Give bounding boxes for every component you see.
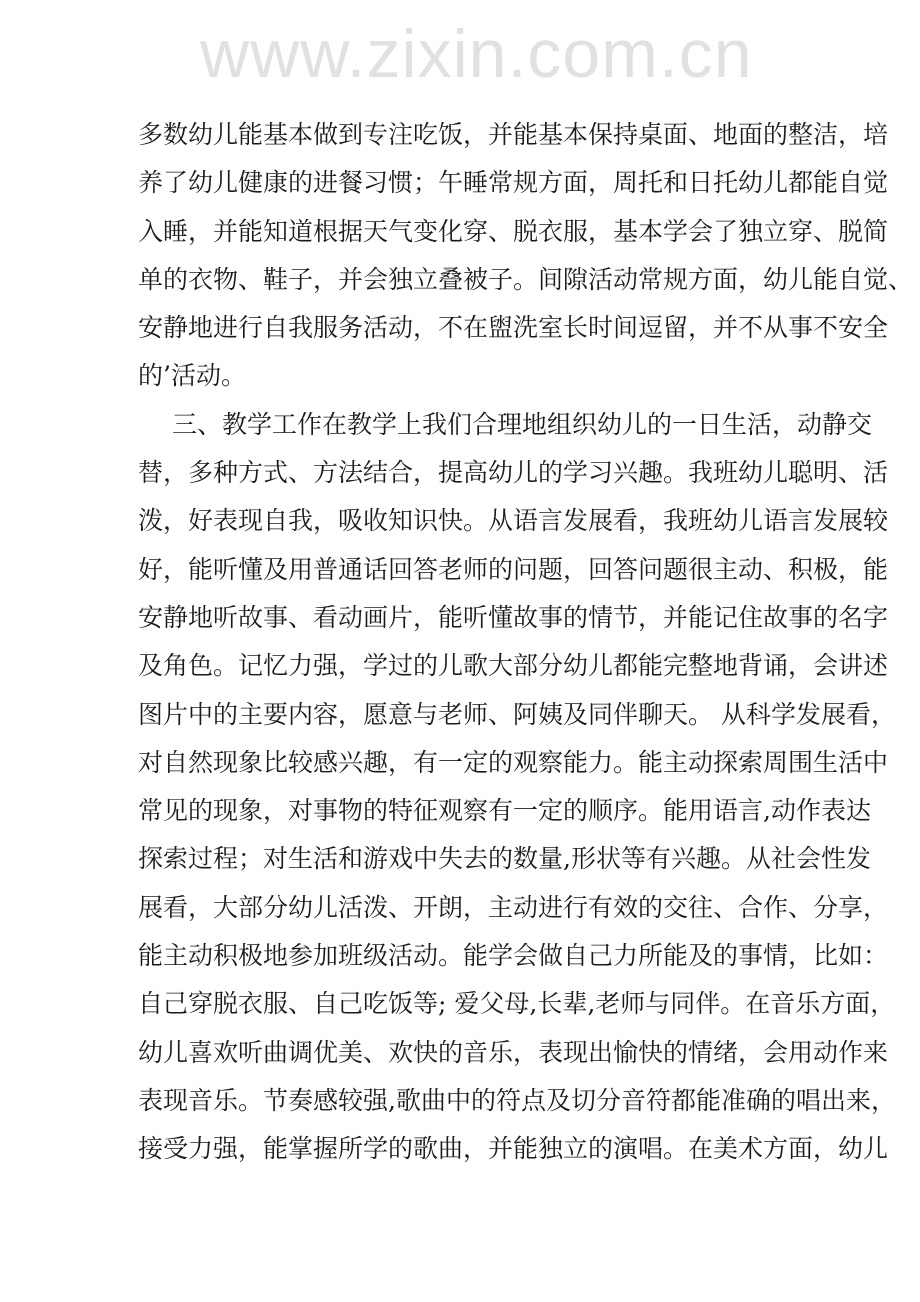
text-line: 安静地听故事、看动画片，能听懂故事的情节，并能记住故事的名字 xyxy=(138,602,889,632)
text-line: 常见的现象，对事物的特征观察有一定的顺序。能用语言,动作表达 xyxy=(138,796,871,826)
text-line: 幼儿喜欢听曲调优美、欢快的音乐，表现出愉快的情绪，会用动作来 xyxy=(138,1037,889,1067)
text-line: 自己穿脱衣服、自己吃饭等; 爱父母,长辈,老师与同伴。在音乐方面， xyxy=(138,989,896,1019)
watermark: www.zixin.com.cn xyxy=(200,16,753,92)
paragraph-start-line: 三、教学工作在教学上我们合理地组织幼儿的一日生活，动静交 xyxy=(172,409,873,439)
text-line: 表现音乐。节奏感较强,歌曲中的符点及切分音符都能准确的唱出来， xyxy=(138,1085,896,1115)
text-line: 多数幼儿能基本做到专注吃饭，并能基本保持桌面、地面的整洁，培 xyxy=(138,120,889,149)
text-line: 替，多种方式、方法结合，提高幼儿的学习兴趣。我班幼儿聪明、活 xyxy=(138,458,889,488)
text-line: 图片中的主要内容，愿意与老师、阿姨及同伴聊天。 从科学发展看， xyxy=(138,699,896,729)
text-line: 及角色。记忆力强，学过的儿歌大部分幼儿都能完整地背诵，会讲述 xyxy=(138,651,889,681)
text-line: 能主动积极地参加班级活动。能学会做自己力所能及的事情，比如： xyxy=(138,941,889,971)
text-line: 安静地进行自我服务活动，不在盥洗室长时间逗留，并不从事不安全 xyxy=(138,313,889,343)
text-line: 养了幼儿健康的进餐习惯；午睡常规方面，周托和日托幼儿都能自觉 xyxy=(138,168,889,198)
text-line: 对自然现象比较感兴趣，有一定的观察能力。能主动探索周围生活中 xyxy=(138,747,889,777)
document-body xyxy=(138,111,914,1174)
text-line: 入睡，并能知道根据天气变化穿、脱衣服，基本学会了独立穿、脱简 xyxy=(138,216,889,246)
text-line: 接受力强，能掌握所学的歌曲，并能独立的演唱。在美术方面，幼儿 xyxy=(138,1134,889,1164)
text-line: 单的衣物、鞋子，并会独立叠被子。间隙活动常规方面，幼儿能自觉、 xyxy=(138,264,914,294)
text-line: 探索过程；对生活和游戏中失去的数量,形状等有兴趣。从社会性发 xyxy=(138,844,871,874)
text-line: 展看，大部分幼儿活泼、开朗，主动进行有效的交往、合作、分享， xyxy=(138,892,889,922)
text-line: 好，能听懂及用普通话回答老师的问题，回答问题很主动、积极，能 xyxy=(138,554,889,584)
text-line: 泼，好表现自我，吸收知识快。从语言发展看，我班幼儿语言发展较 xyxy=(138,506,889,536)
text-line: 的’活动。 xyxy=(138,361,246,391)
